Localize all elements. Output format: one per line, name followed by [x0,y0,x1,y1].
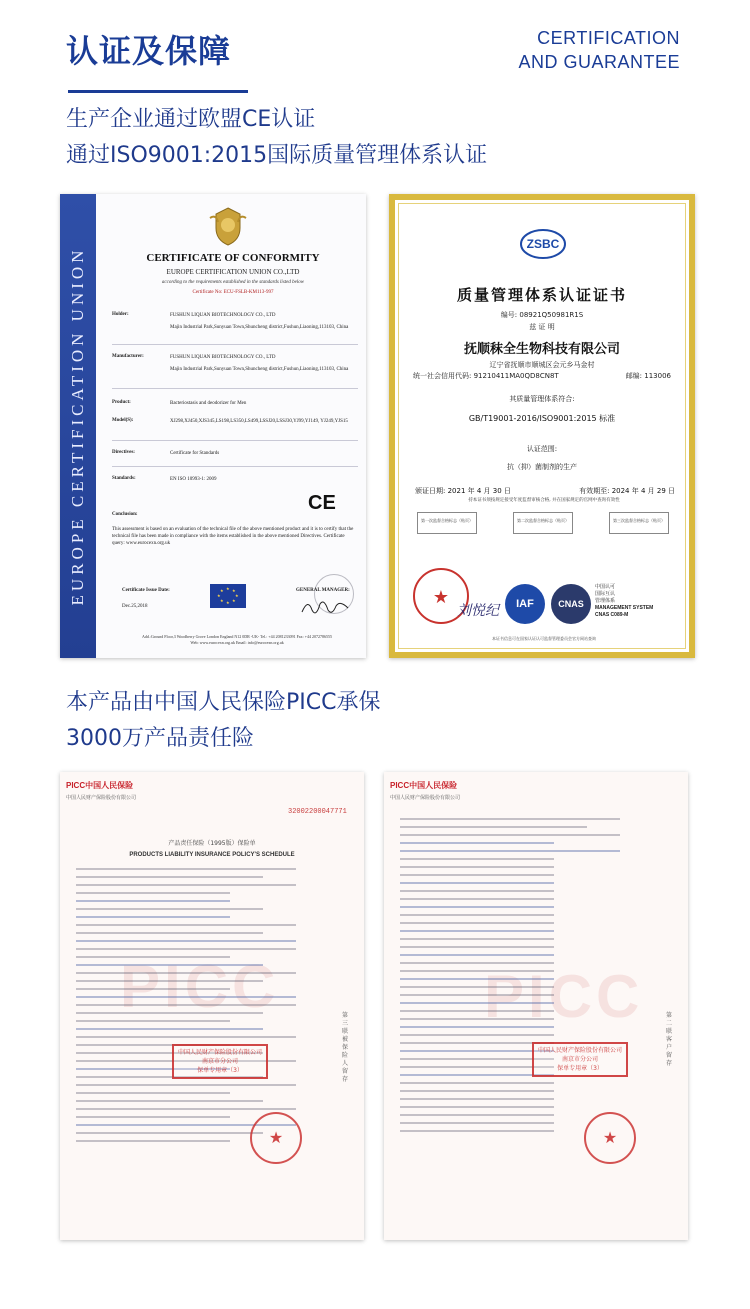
iso-valid-until: 有效期至: 2024 年 4 月 29 日 [579,487,675,495]
stamp-star-icon: ★ [268,1128,284,1147]
text-line [76,1028,263,1030]
iso-ms-line1: 中国认可 [595,584,616,590]
seal-star-icon: ★ [432,587,450,608]
text-line [76,1012,263,1014]
picc-logo: PICC中国人民保险 [66,781,134,790]
picc-insurance-text: 本产品由中国人民保险PICC承保 [66,690,381,715]
iso-scope-label: 认证范围: [526,445,558,453]
text-line [76,900,230,902]
text-line [76,996,296,998]
stamp-line: 南京市分公司 [202,1058,239,1065]
ce-issue-date: Dec.25,2018 [122,604,148,609]
english-title-line2: AND GUARANTEE [518,52,680,72]
text-line [400,1034,554,1036]
ce-footer-web: Web: www.eurocexn.org.uk Email: info@eurocexn.org.uk [190,640,284,645]
ce-side-band [60,194,96,658]
iso-company: 抚顺秣全生物科技有限公司 [463,342,620,357]
text-line [76,1004,296,1006]
ce-holder-address: Majin Industrial Park,Sunyuan Town,Shuncheng district,Fushun,Liaoning,113103, China [170,325,349,330]
text-line [76,980,263,982]
text-line [76,948,296,950]
text-line [400,986,554,988]
policy-round-stamp [584,1112,636,1164]
ce-standards: EN ISO 10993-1: 2009 [170,477,217,482]
insurance-policy-terms-image [384,772,688,1240]
iso-ms-line3: 管理体系 [595,598,616,604]
ce-directives: Certificate for Standards [170,451,220,456]
text-line [400,1066,554,1068]
text-line [400,1002,554,1004]
ce-emblem-icon [206,204,250,248]
text-line [400,826,587,828]
ce-issue-date-label: Certificate Issue Date: [122,588,170,593]
ce-conclusion: This assessment is based on an evaluation of the technical file of the above mentioned product and it is to certify that the technical file has been made in compliance with the items established in the above mentioned Directives. Certificate query: www.eurocexn.org.uk [112,527,354,546]
policy-company: 中国人民财产保险股份有限公司 [66,795,137,801]
text-line [400,1010,554,1012]
ce-product: Bacteriostasis and deodorizer for Men [170,401,247,406]
text-line [400,1042,554,1044]
text-line [76,1020,230,1022]
iso-supervision-boxes [417,512,669,536]
iso-certification-text: 通过ISO9001:2015国际质量管理体系认证 [66,143,488,168]
ce-models: XJ298,XJ450,XJS345,LS198,LS350,LS499,LSSJ20,LSSJ30,YJ99,YJ149, YJ249,YJS15 [170,419,348,424]
iso-number: 编号: 08921Q50981R1S [500,311,584,319]
zsbc-logo-icon [515,224,571,262]
stamp-line: 中国人民财产保险股份有限公司 [538,1047,623,1054]
text-line [76,868,296,870]
text-line [400,1082,554,1084]
policy-number: 32002200047771 [288,808,347,816]
text-line [400,930,554,932]
text-line [76,1116,230,1118]
iso-signature: 刘悦纪 [457,603,499,619]
text-line [76,988,230,990]
stamp-line: 南京市分公司 [562,1056,599,1063]
stamp-line: 保单专用章（3） [197,1067,243,1074]
text-line [400,818,620,820]
ce-conclusion-label: Conclusion: [112,512,138,517]
text-line [400,1058,554,1060]
text-line [76,956,230,958]
text-line [400,882,554,884]
eu-flag-icon: ★ ★ ★ ★ ★ ★ ★ ★ [210,584,246,608]
text-line [76,1100,263,1102]
text-line [400,978,554,980]
text-line [76,884,296,886]
ce-product-label: Product: [112,400,131,405]
ce-divider [112,388,358,389]
text-line [76,964,263,966]
ce-divider [112,440,358,441]
text-line [400,914,554,916]
ce-side-text: EUROPE CERTIFICATION UNION [68,246,87,606]
ce-models-label: Model(S): [112,418,134,423]
ce-issuer: EUROPE CERTIFICATION UNION CO.,LTD [166,268,300,276]
ce-divider [112,344,358,345]
iso-title: 质量管理体系认证证书 [456,286,627,304]
policy-side-label: 第三联 被保险人留存 [341,1012,348,1083]
ce-certification-text: 生产企业通过欧盟CE认证 [66,107,316,132]
iso-supervision-box: 第二次监督合格标志（贴页） [513,512,573,534]
iaf-logo-icon: IAF [505,584,545,624]
iso-address: 辽宁省抚顺市顺城区会元乡马金村 [489,361,595,369]
text-line [400,874,554,876]
text-line [76,1084,296,1086]
text-line [400,1074,554,1076]
ce-manufacturer-address: Majin Industrial Park,Sunyuan Town,Shuncheng district,Fushun,Liaoning,113103, China [170,367,349,372]
text-line [76,932,263,934]
cnas-logo-icon: CNAS [551,584,591,624]
text-line [400,922,554,924]
text-line [400,898,554,900]
policy-company: 中国人民财产保险股份有限公司 [390,795,461,801]
iso-bottom-note: 本证书信息可在国家认证认可监督管理委员会官方网站查询 [492,636,596,641]
text-line [400,866,554,868]
policy-side-label: 第二联 客户留存 [665,1012,672,1067]
ce-general-manager-label: GENERAL MANAGER: [296,588,350,593]
text-line [400,890,554,892]
text-line [400,1090,554,1092]
insurance-policy-schedule-image [60,772,364,1240]
text-line [400,954,554,956]
text-line [76,1108,296,1110]
iso-supervision-box: 第一次监督合格标志（贴页） [417,512,477,534]
insurance-description [66,685,380,757]
ce-holder: FUSHUN LIQUAN BIOTECHNOLOGY CO., LTD [170,313,276,318]
text-line [400,1050,554,1052]
ce-signature [300,596,350,618]
text-line [76,1092,230,1094]
policy-title: 产品责任保险（1995版）保险单 [168,840,256,847]
policy-body-lines [400,818,623,1138]
text-line [400,994,554,996]
ce-directives-label: Directives: [112,450,135,455]
text-line [400,1018,554,1020]
text-line [400,970,554,972]
text-line [400,946,554,948]
text-line [400,834,620,836]
policy-rect-stamp [532,1042,628,1077]
ce-certificate-image [60,194,366,658]
certification-description [66,102,487,174]
liability-amount-text: 3000万产品责任险 [66,726,254,751]
iso-standard-label: 其质量管理体系符合: [509,395,575,403]
iso-credit-row [413,371,675,381]
ce-manufacturer-label: Manufacturer: [112,354,144,359]
ce-manufacturer: FUSHUN LIQUAN BIOTECHNOLOGY CO., LTD [170,355,276,360]
text-line [400,938,554,940]
iso-ms-line2: 国际互认 [595,591,616,597]
iso-standard: GB/T19001-2016/ISO9001:2015 标准 [468,414,616,423]
picc-watermark: PICC [484,963,644,1030]
iso-ms-en: MANAGEMENT SYSTEM [595,605,654,611]
text-line [400,906,554,908]
picc-watermark: PICC [120,953,280,1020]
text-line [76,916,230,918]
stamp-star-icon: ★ [602,1128,618,1147]
policy-rect-stamp [172,1044,268,1079]
text-line [400,1122,554,1124]
iso-scope: 抗（抑）菌制剂的生产 [507,463,577,471]
ce-title: CERTIFICATE OF CONFORMITY [146,252,320,264]
stamp-line: 保单专用章（3） [557,1065,603,1072]
text-line [400,1106,554,1108]
ce-holder-label: Holder: [112,312,129,317]
english-title [518,26,680,74]
text-line [400,1130,554,1132]
english-title-line1: CERTIFICATION [537,28,680,48]
iso-hereby: 兹 证 明 [529,323,555,331]
text-line [400,1026,554,1028]
page-header [0,0,750,95]
iso-accreditation-text [595,584,653,619]
ce-certificate-number: Certificate No: ECU-FSLB-KM113-997 [192,290,274,295]
zsbc-logo-text: ZSBC [526,237,560,251]
ce-mark-logo: CE [308,492,336,514]
iso-ms-code: CNAS C089-M [595,612,629,618]
text-line [400,850,620,852]
title-underline [68,90,248,93]
text-line [400,962,554,964]
text-line [76,876,263,878]
page-title: 认证及保障 [66,32,232,70]
ce-divider [112,466,358,467]
text-line [76,908,263,910]
text-line [400,858,554,860]
policy-round-stamp [250,1112,302,1164]
text-line [76,1132,263,1134]
policy-body-lines [76,868,296,1148]
ce-footer-address: Add.:Ground Floor,3 Woodberry Grove London England N12 0DR -UK- Tel.: +44 2081233091 Fax: +44 2072786555 [142,634,332,639]
text-line [76,892,230,894]
text-line [400,1114,554,1116]
policy-en-title: PRODUCTS LIABILITY INSURANCE POLICY'S SCHEDULE [129,852,295,858]
iso-supervision-box: 第三次监督合格标志（贴页） [609,512,669,534]
iso-issued-date: 颁证日期: 2021 年 4 月 30 日 [415,487,511,495]
iso-credit-code: 统一社会信用代码: 91210411MA0QD8CN8T [413,372,559,380]
text-line [76,940,296,942]
text-line [76,924,296,926]
text-line [400,842,554,844]
iso-note: 持本证书须按规定接受年度监督审核合格, 并在国家规定的官网中查询有效性 [468,498,620,503]
iso-zip: 邮编: 113006 [625,372,671,380]
stamp-line: 中国人民财产保险股份有限公司 [178,1049,263,1056]
ce-standards-label: Standards: [112,476,136,481]
ce-footer [108,634,366,646]
text-line [76,972,296,974]
picc-logo: PICC中国人民保险 [390,781,458,790]
text-line [76,1036,296,1038]
text-line [400,1098,554,1100]
iso-validity-row [415,486,675,496]
text-line [76,1140,230,1142]
ce-according: according to the requirements established in the standards listed below [161,280,305,285]
iso-certificate-image [389,194,695,658]
